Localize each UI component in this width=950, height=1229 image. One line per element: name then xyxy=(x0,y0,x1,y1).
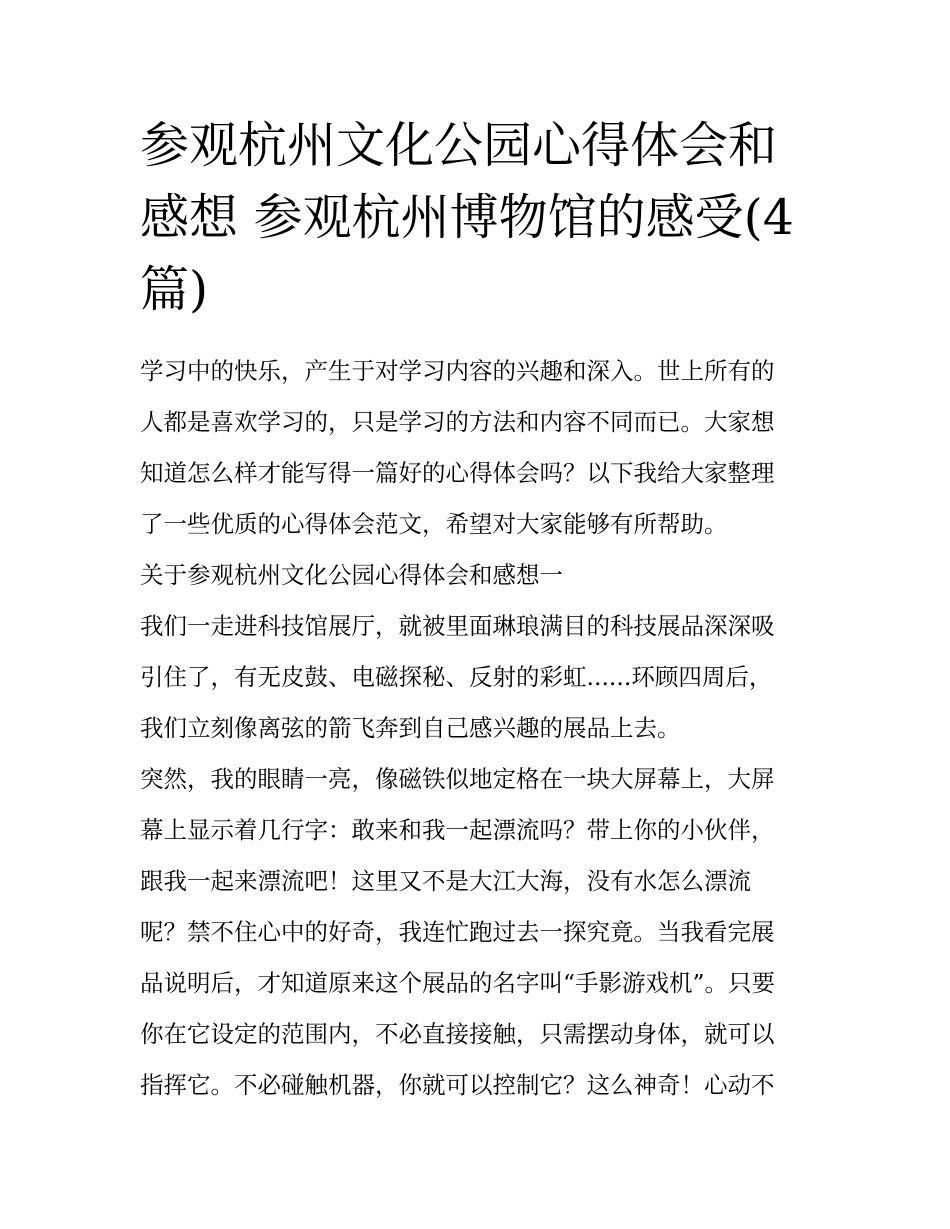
text-line: 幕上显示着几行字：敢来和我一起漂流吗？带上你的小伙伴， xyxy=(140,816,775,844)
text-line: 我们一走进科技馆展厅，就被里面琳琅满目的科技展品深深吸 xyxy=(140,612,775,640)
text-line: 学习中的快乐，产生于对学习内容的兴趣和深入。世上所有的 xyxy=(140,357,775,385)
text-line: 跟我一起来漂流吧！这里又不是大江大海，没有水怎么漂流 xyxy=(140,867,751,895)
text-line: 引住了，有无皮鼓、电磁探秘、反射的彩虹......环顾四周后， xyxy=(140,663,773,691)
text-line: 品说明后，才知道原来这个展品的名字叫“手影游戏机”。只要 xyxy=(140,969,776,997)
title-line: 感想 参观杭州博物馆的感受(4 xyxy=(140,189,794,246)
text-line: 你在它设定的范围内，不必直接接触，只需摆动身体，就可以 xyxy=(140,1020,775,1048)
text-line: 我们立刻像离弦的箭飞奔到自己感兴趣的展品上去。 xyxy=(140,714,681,742)
text-line: 呢？禁不住心中的好奇，我连忙跑过去一探究竟。当我看完展 xyxy=(140,918,775,946)
text-line: 突然，我的眼睛一亮，像磁铁似地定格在一块大屏幕上，大屏 xyxy=(140,765,775,793)
body-paragraph xyxy=(140,754,815,1111)
text-line: 知道怎么样才能写得一篇好的心得体会吗？以下我给大家整理 xyxy=(140,459,775,487)
body-paragraph xyxy=(140,601,815,754)
text-line: 了一些优质的心得体会范文，希望对大家能够有所帮助。 xyxy=(140,510,728,538)
text-line: 关于参观杭州文化公园心得体会和感想一 xyxy=(140,561,563,589)
title-line: 篇) xyxy=(140,261,209,318)
document-content xyxy=(140,110,815,1111)
text-line: 人都是喜欢学习的，只是学习的方法和内容不同而已。大家想 xyxy=(140,408,775,436)
document-body xyxy=(140,346,815,1111)
title-line: 参观杭州文化公园心得体会和 xyxy=(140,117,778,174)
document-title xyxy=(140,110,815,326)
intro-paragraph xyxy=(140,346,815,550)
text-line: 指挥它。不必碰触机器，你就可以控制它？这么神奇！心动不 xyxy=(140,1071,775,1099)
section-heading xyxy=(140,550,815,601)
